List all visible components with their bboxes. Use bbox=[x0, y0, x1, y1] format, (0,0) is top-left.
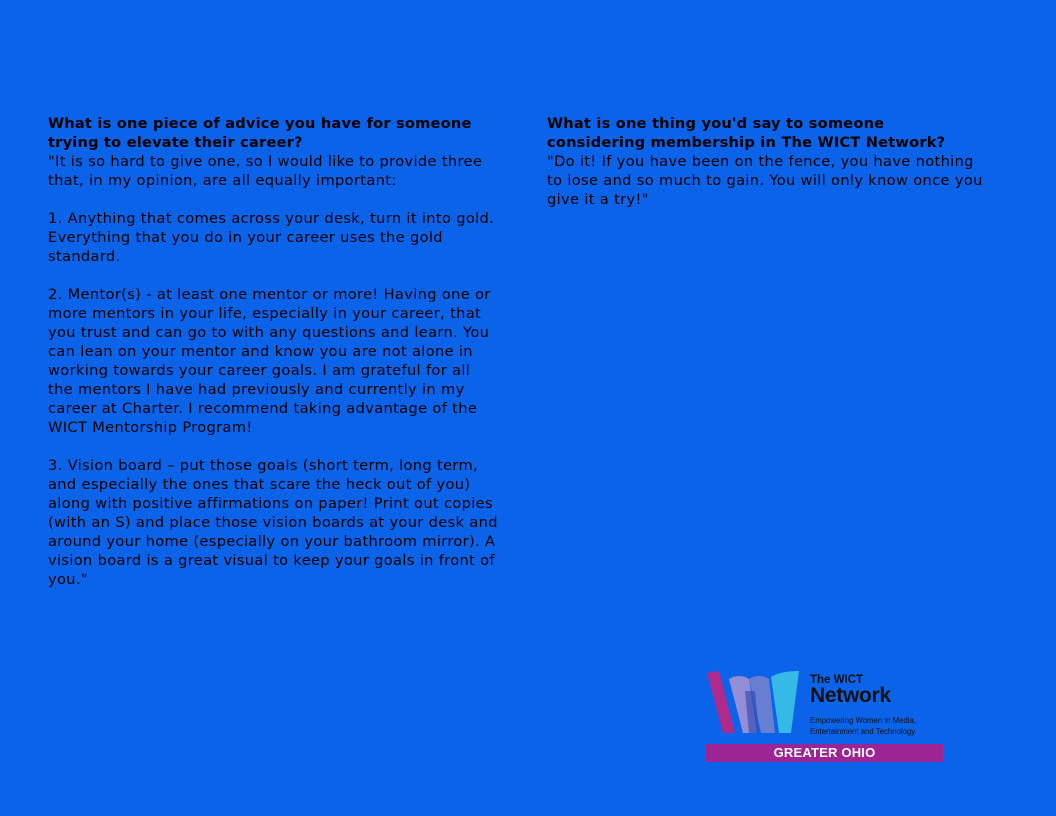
advice-section bbox=[48, 114, 500, 589]
advice-point-2: 2. Mentor(s) - at least one mentor or more! Having one or more mentors in your life, especially in your career, that you trust and can go to with any questions and learn. You can lean on your mentor and know you are not alone in working towards your career goals. I am grateful for all the mentors I have had previously and currently in my career at Charter. I recommend taking advantage of the WICT Mentorship Program! bbox=[48, 286, 491, 436]
advice-point-3: 3. Vision board – put those goals (short term, long term, and especially the ones that scare the heck out of you) along with positive affirmations on paper! Print out copies (with an S) and place those vision boards at your desk and around your home (especially on your bathroom mirror). A vision board is a great visual to keep your goals in front of you." bbox=[48, 457, 498, 588]
advice-point-1: 1. Anything that comes across your desk, turn it into gold. Everything that you do in your career uses the gold standard. bbox=[48, 210, 495, 265]
wict-w-logo-icon bbox=[705, 671, 801, 735]
advice-answer bbox=[48, 152, 500, 589]
membership-section bbox=[547, 114, 987, 209]
membership-question: What is one thing you'd say to someone considering membership in The WICT Network? bbox=[547, 115, 946, 151]
membership-answer: "Do it! If you have been on the fence, you have nothing to lose and so much to gain. You will only know once you give it a try!" bbox=[547, 153, 983, 208]
wict-network-logo bbox=[705, 671, 943, 763]
logo-tagline bbox=[810, 715, 916, 737]
advice-question: What is one piece of advice you have for someone trying to elevate their career? bbox=[48, 115, 472, 151]
advice-intro: "It is so hard to give one, so I would like to provide three that, in my opinion, are all equally important: bbox=[48, 153, 483, 189]
logo-network-text: Network bbox=[810, 684, 891, 707]
logo-chapter-banner: GREATER OHIO bbox=[706, 744, 943, 762]
logo-tagline-line-2: Entertainment and Technology bbox=[810, 727, 916, 736]
logo-small-text: The WICT bbox=[810, 674, 864, 686]
logo-tagline-line-1: Empowering Women in Media, bbox=[810, 716, 917, 725]
